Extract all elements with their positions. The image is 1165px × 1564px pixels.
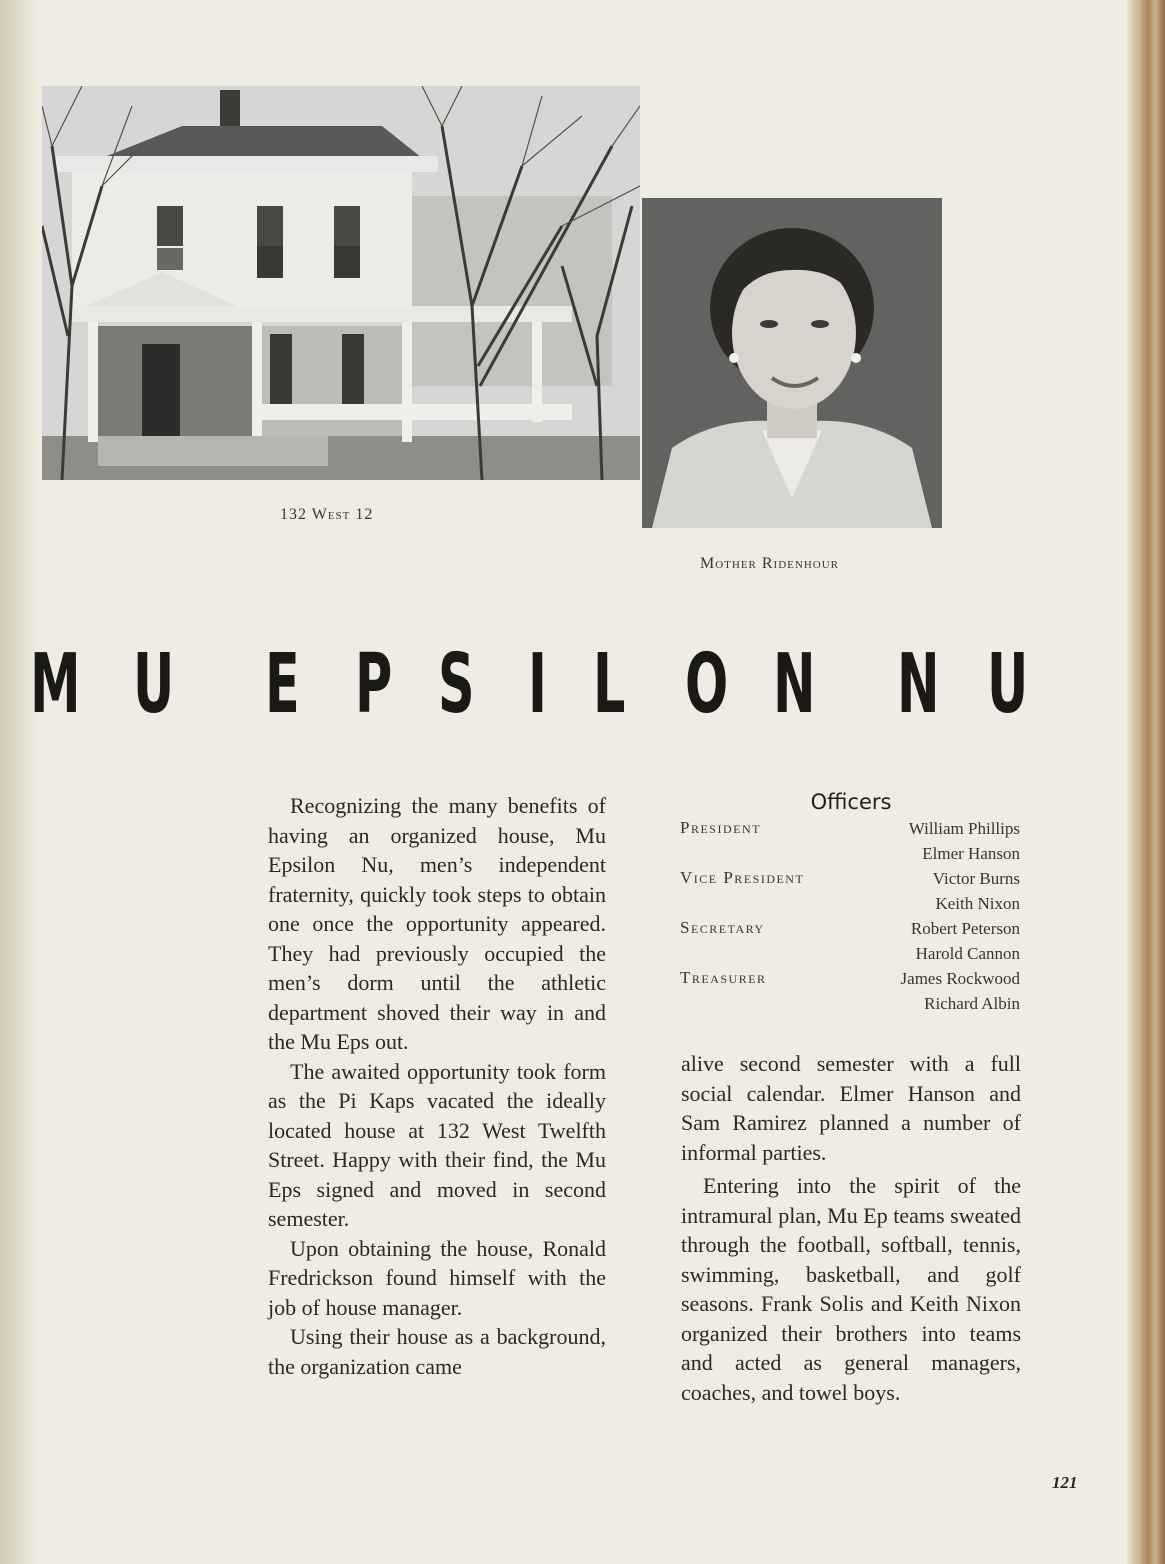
portrait-photo xyxy=(642,198,942,528)
body-paragraph: Entering into the spirit of the intramural plan, Mu Ep teams sweated through the football, softball, tennis, swimming, basketball, and golf seasons. Frank Solis and Keith Nixon organized their brothers into teams and acted as general managers, coaches, and towel boys. xyxy=(681,1173,1021,1405)
title-letter: S xyxy=(438,637,475,732)
officers-heading: Officers xyxy=(810,790,892,814)
house-photo-caption: 132 West 12 xyxy=(280,506,374,523)
officer-name: James Rockwood xyxy=(900,969,1020,988)
title-letter: U xyxy=(133,637,175,732)
officer-role: President xyxy=(680,818,761,837)
body-text-right-column xyxy=(681,1049,1021,1407)
title-letter: I xyxy=(528,637,547,732)
title-letter: L xyxy=(593,637,626,732)
book-page-edge xyxy=(1127,0,1165,1564)
title-letter: O xyxy=(685,637,729,732)
officer-names xyxy=(909,816,1020,866)
title-letter: M xyxy=(30,637,81,732)
officer-name: Keith Nixon xyxy=(935,894,1020,913)
officer-role: Treasurer xyxy=(680,968,767,987)
officer-row xyxy=(680,868,1022,918)
body-paragraph: Using their house as a background, the organization came xyxy=(268,1324,606,1379)
title-letter: U xyxy=(987,637,1029,732)
portrait-photo-caption: Mother Ridenhour xyxy=(700,555,839,572)
officer-role: Secretary xyxy=(680,918,765,937)
officer-names xyxy=(911,916,1020,966)
officer-row xyxy=(680,968,1022,1018)
body-text-left-column xyxy=(268,791,606,1381)
officers-list xyxy=(680,790,1022,1018)
officer-name: Elmer Hanson xyxy=(922,844,1020,863)
officer-name: Richard Albin xyxy=(924,994,1020,1013)
title-letter: N xyxy=(773,637,816,732)
body-paragraph: Recognizing the many benefits of having an organized house, Mu Epsilon Nu, men’s independent fraternity, quickly took steps to obtain one once the opportunity appeared. They had previously occupied the men’s dorm until the athletic department shoved their way in and the Mu Eps out. xyxy=(268,793,606,1054)
title-letter: P xyxy=(355,637,393,732)
officer-name: Robert Peterson xyxy=(910,919,1020,938)
body-paragraph: Upon obtaining the house, Ronald Fredrickson found himself with the job of house manager. xyxy=(268,1235,606,1320)
officer-row xyxy=(680,918,1022,968)
title-letter: E xyxy=(265,637,300,732)
page-number: 121 xyxy=(1052,1473,1078,1492)
page-title xyxy=(30,637,1110,732)
officer-name: William Phillips xyxy=(908,819,1020,838)
body-paragraph: alive second semester with a full social calendar. Elmer Hanson and Sam Ramirez planned a number of informal parties. xyxy=(681,1051,1021,1165)
body-paragraph: The awaited opportunity took form as the Pi Kaps vacated the ideally located house at 132 West Twelfth Street. Happy with their find, the Mu Eps signed and moved in second semester. xyxy=(268,1058,606,1231)
officer-role: Vice President xyxy=(680,868,805,887)
house-photo xyxy=(42,86,640,480)
officer-name: Victor Burns xyxy=(932,869,1020,888)
officer-row xyxy=(680,818,1022,868)
title-letter: N xyxy=(897,637,940,732)
page-binding-shadow xyxy=(0,0,40,1564)
officer-names xyxy=(901,966,1020,1016)
officer-name: Harold Cannon xyxy=(915,944,1020,963)
officer-names xyxy=(933,866,1020,916)
